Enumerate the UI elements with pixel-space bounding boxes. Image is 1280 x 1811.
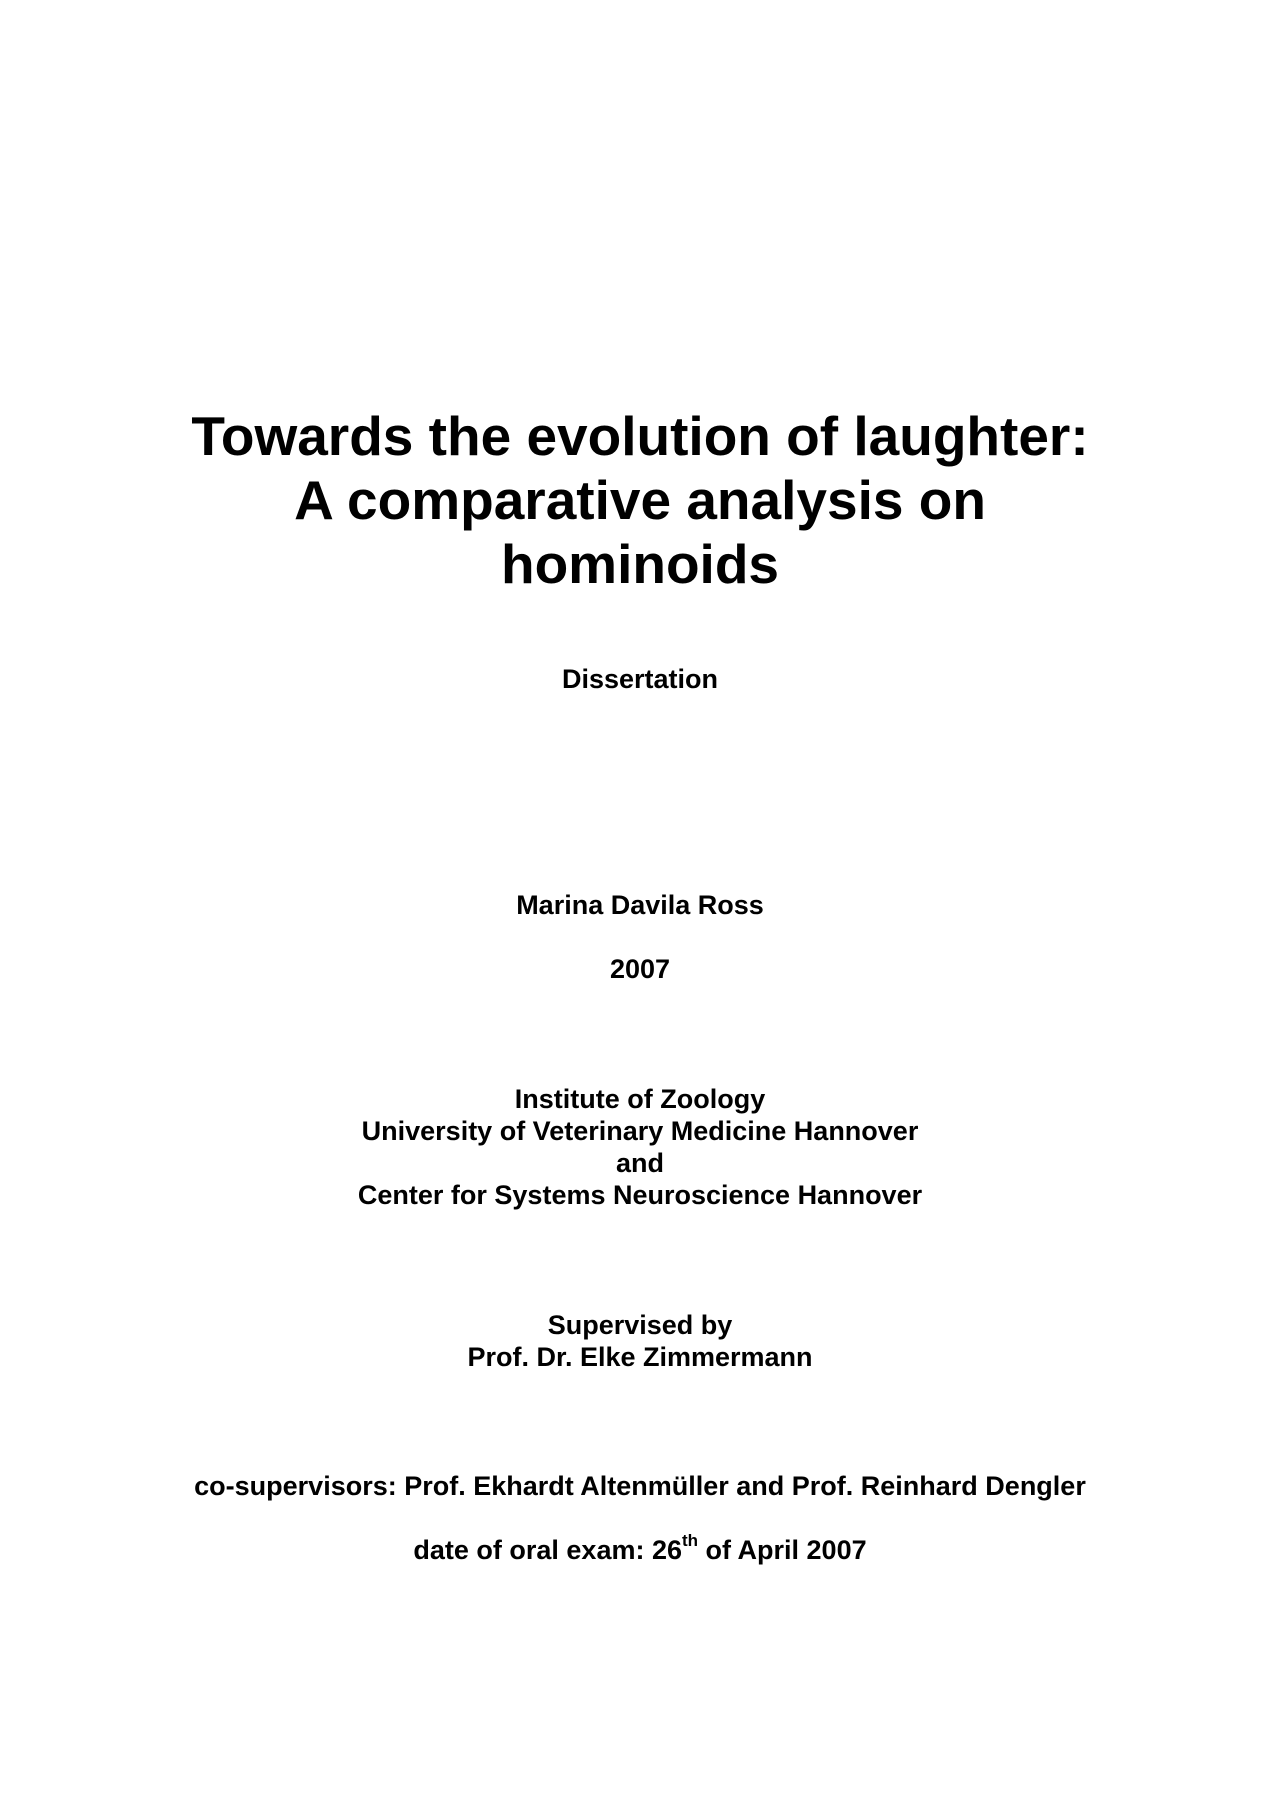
title-line-3: hominoids [500, 533, 780, 595]
oral-exam-prefix: date of oral exam: 26 [413, 1535, 682, 1565]
oral-exam-date [0, 1531, 1280, 1566]
year: 2007 [609, 954, 671, 984]
oral-exam-superscript: th [682, 1531, 699, 1550]
title-line-2: A comparative analysis on [294, 469, 986, 531]
co-supervisors: co-supervisors: Prof. Ekhardt Altenmüller and Prof. Reinhard Dengler [194, 1471, 1086, 1501]
supervised-by-label: Supervised by [547, 1310, 733, 1340]
document-type: Dissertation [561, 664, 719, 694]
author-name: Marina Davila Ross [516, 890, 764, 920]
affiliation-line-1: Institute of Zoology [514, 1084, 766, 1114]
title-line-1: Towards the evolution of laughter: [191, 405, 1089, 467]
supervisor-name: Prof. Dr. Elke Zimmermann [467, 1342, 813, 1372]
affiliation-line-4: Center for Systems Neuroscience Hannover [357, 1180, 923, 1210]
affiliation-line-3: and [615, 1148, 664, 1178]
oral-exam-suffix: of April 2007 [698, 1535, 867, 1565]
affiliation-line-2: University of Veterinary Medicine Hannover [361, 1116, 919, 1146]
